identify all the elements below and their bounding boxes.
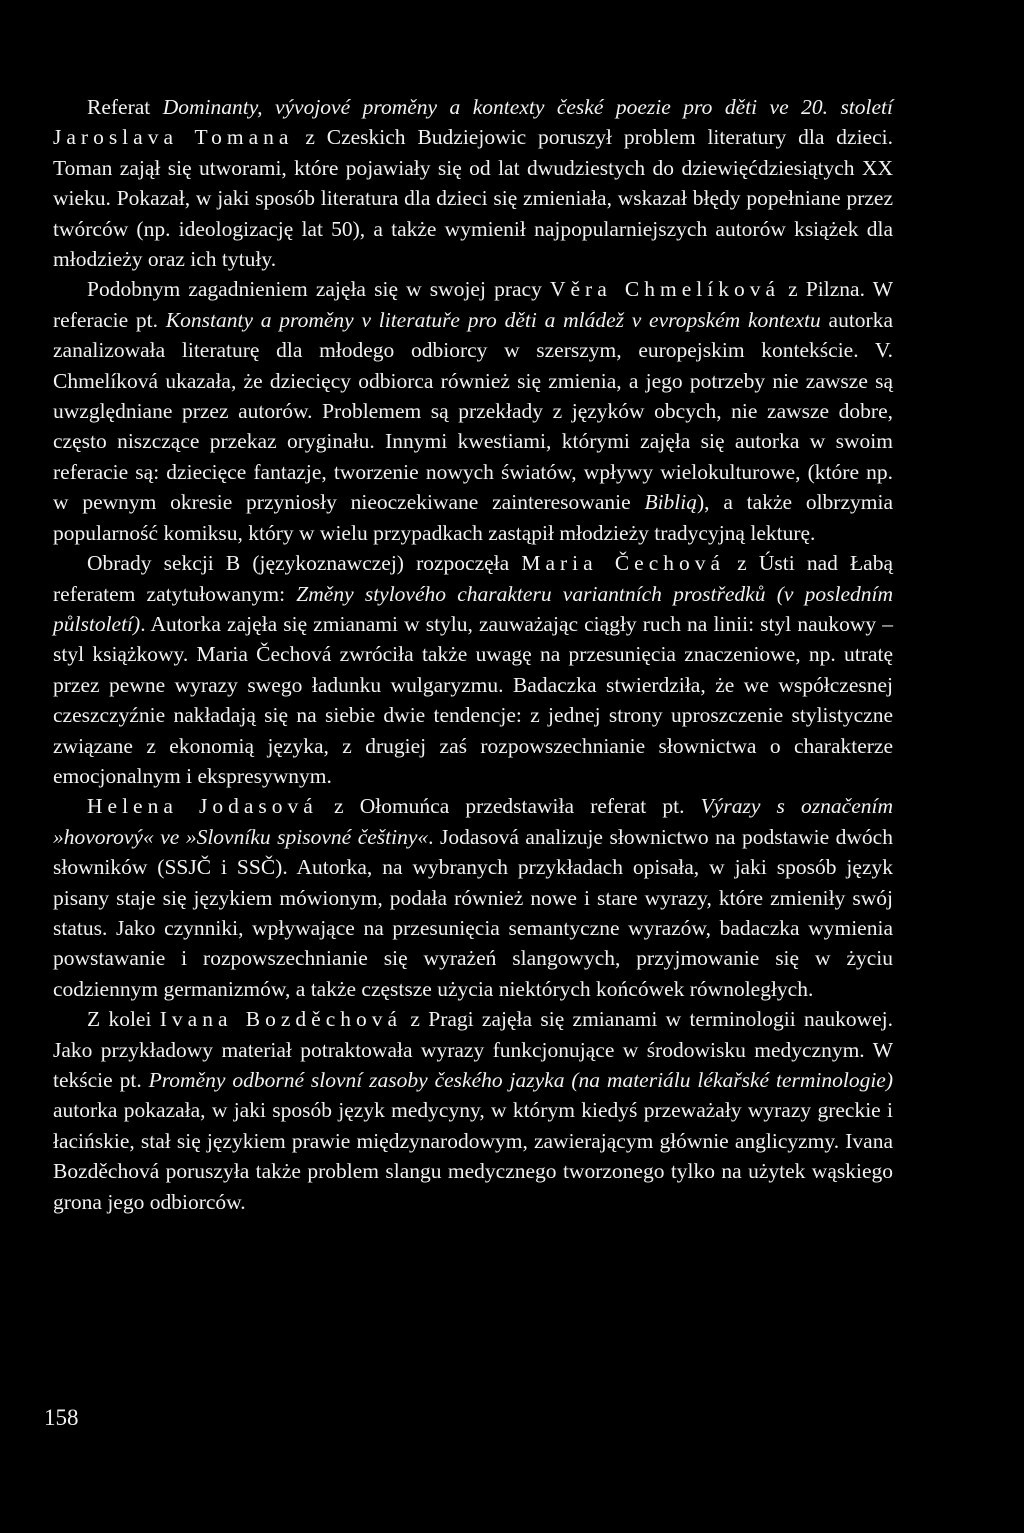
paper-title: Dominanty, vývojové proměny a kontexty české poezie pro děti ve 20. století [162, 95, 893, 119]
text: z Ústi nad Łabą referatem zatytułowanym: [53, 551, 893, 606]
italic-word: Biblią [644, 490, 697, 515]
text: z Pragi zajęła się zmianami w terminologii naukowej. Jako przykładowy materiał potraktowała wyrazy funkcjonujące w środowisku medycznym. W tekście pt. [53, 1007, 894, 1092]
text: autorka zanalizowała literaturę dla młodego odbiorcy w szerszym, europejskim kontekście. V. Chmelíková ukazała, że dziecięcy odbiorca również się zmienia, a jego potrzeby nie zawsze są uwzględniane przez autorów. Problemem są przekłady z języków obcych, nie zawsze dobre, często niszczące przekaz oryginału. Innymi kwestiami, którymi zajęła się autorka w swoim referacie są: dziecięce fantazje, tworzenie nowych światów, wpływy wielokulturowe, (które np. w pewnym okresie przyniosły nieoczekiwane zainteresowanie [53, 307, 894, 515]
author-name: Jaroslava Tomana [53, 125, 294, 150]
paragraph-jodasova [53, 791, 893, 1004]
paper-title: Změny stylového charakteru variantních prostředků (v posledním půlstoletí) [53, 581, 893, 636]
author-name: Ivana Bozděchová [159, 1007, 403, 1032]
text: . Autorka zajęła się zmianami w stylu, zauważając ciągły ruch na linii: styl naukowy – styl książkowy. Maria Čechová zwróciła także uwagę na przesunięcia znaczeniowe, np. utratę przez pewne wyrazy swego ładunku wulgaryzmu. Badaczka stwierdziła, że we współczesnej czeszczyźnie nakładają się na siebie dwie tendencje: z jednej strony uproszczenie stylistyczne związane z ekonomią języka, z drugiej zaś rozpowszechnianie słownictwa o charakterze emocjonalnym i ekspresywnym. [53, 611, 893, 788]
text: . Jodasová analizuje słownictwo na podstawie dwóch słowników (SSJČ i SSČ). Autorka, na wybranych przykładach opisała, w jaki sposób język pisany staje się językiem mówionym, podała również nowe i stare wyrazy, które zmieniły swój status. Jako czynniki, wpływające na przesunięcia semantyczne wyrazów, badaczka wymienia powstawanie i rozpowszechnianie się wyrażeń slangowych, przyjmowanie się w życiu codziennym germanizmów, a także częstsze użycia niektórych końcówek równoległych. [53, 824, 893, 1001]
paragraph-bozdechova [53, 1004, 893, 1217]
author-name: Helena Jodasová [87, 794, 318, 819]
text: Obrady sekcji B (językoznawczej) rozpoczęła [87, 551, 522, 576]
text: Podobnym zagadnieniem zajęła się w swojej pracy [87, 277, 550, 302]
author-name: Maria Čechová [521, 551, 726, 576]
text: autorka pokazała, w jaki sposób język medycyny, w którym kiedyś przeważały wyrazy greckie i łacińskie, stał się językiem prawie międzynarodowym, zawierającym głównie anglicyzmy. Ivana Bozděchová poruszyła także problem slangu medycznego tworzonego tylko na użytek wąskiego grona jego odbiorców. [53, 1098, 893, 1214]
text: z Pilzna. W referacie pt. [53, 277, 893, 332]
paragraph-toman [53, 92, 893, 274]
text: Referat [87, 95, 163, 119]
paragraph-chmelikova [53, 274, 893, 548]
report-text [53, 92, 893, 1217]
paragraph-cechova [53, 548, 893, 791]
author-name: Věra Chmelíková [549, 277, 780, 302]
text: z Ołomuńca przedstawiła referat pt. [317, 794, 701, 819]
text: z Czeskich Budziejowic poruszył problem literatury dla dzieci. Toman zajął się utworami, które pojawiały się od lat dwudziestych do dziewięćdziesiątych XX wieku. Pokazał, w jaki sposób literatura dla dzieci się zmieniała, wskazał błędy popełniane przez twórców (np. ideologizację lat 50), a także wymienił najpopularniejszych autorów książek dla młodzieży oraz ich tytuły. [53, 125, 893, 272]
paper-title: Konstanty a proměny v literatuře pro děti a mládež v evropském kontextu [165, 307, 821, 332]
text: ), a także olbrzymia popularność komiksu, który w wielu przypadkach zastąpił młodzieży tradycyjną lekturę. [53, 490, 893, 545]
text: Z kolei [87, 1007, 160, 1032]
paper-title: Proměny odborné slovní zasoby českého jazyka (na materiálu lékařské terminologie) [148, 1068, 893, 1092]
paper-title: Výrazy s označením »hovorový« ve »Slovníku spisovné češtiny« [53, 794, 893, 849]
page-number: 158 [44, 1405, 79, 1430]
